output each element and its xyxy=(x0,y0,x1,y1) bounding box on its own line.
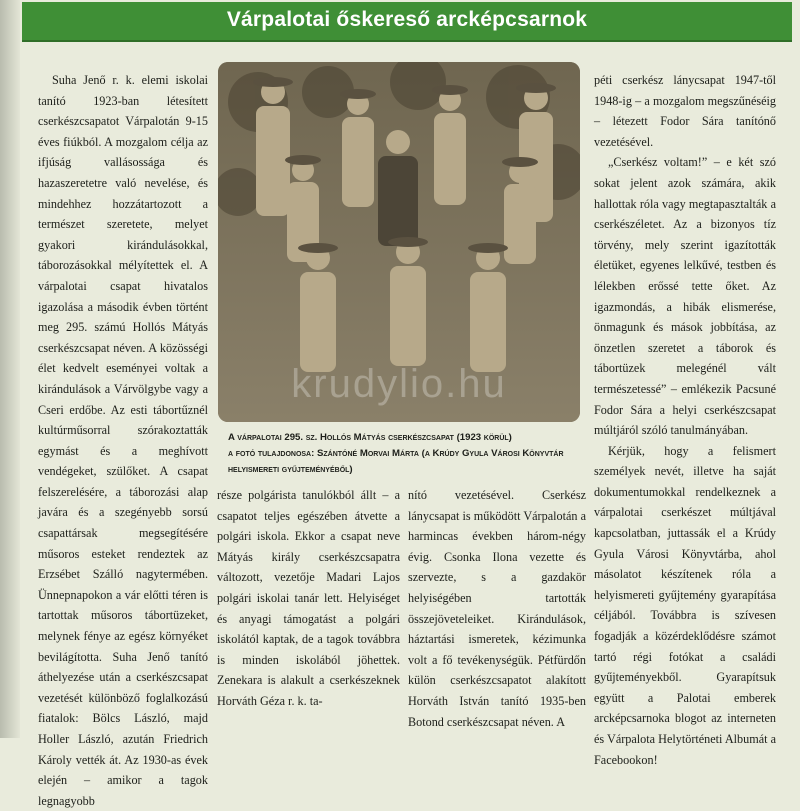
text-column-1 xyxy=(38,70,208,808)
paragraph: nító vezetésével. Cserkész lánycsapat is működött Várpalotán a harmincas években három-négy évig. Csonka Ilona vezette és szervezte, s a gazdakör helyiségében tartották összejöveteleiket. Kirándulások, háztartási ismeretek, kézimunka volt a fő tevékenységük. Pétfürdőn külön cserkészcsapatot alakított Horváth István tanító 1935-ben Botond cserkészcsapat néven. A xyxy=(408,488,586,729)
article-title: Várpalotai őskereső arcképcsarnok xyxy=(226,8,588,31)
title-banner xyxy=(22,2,792,42)
text-column-4 xyxy=(594,70,776,767)
text-column-2 xyxy=(217,485,400,725)
photo-caption xyxy=(228,430,582,478)
text-column-3 xyxy=(408,485,586,729)
caption-title: A várpalotai 295. sz. Hollós Mátyás cserkészcsapat (1923 körül) xyxy=(228,432,512,443)
paragraph: péti cserkész lánycsapat 1947-től 1948-ig – a mozgalom megszűnéséig – létezett Fodor Sára tanítónő vezetésével. xyxy=(594,73,776,149)
paragraph: része polgárista tanulókból állt – a csapatot teljes egészében átvette a polgári iskola. Ekkor a csapat neve Mátyás király cserkészcsapatra változott, vezetője Madari Lajos polgári iskolai tanár lett. Helyiséget és anyagi támogatást a polgári iskolától kaptak, de a tagok továbbra is minden iskolából jöhettek. Zenekara is alakult a cserkészeknek Horváth Géza r. k. ta- xyxy=(217,488,400,708)
watermark-text: krudylio.hu xyxy=(291,362,507,406)
paragraph: Suha Jenő r. k. elemi iskolai tanító 1923-ban létesített cserkészcsapatot Várpalotán 9-15 éves fiúkból. A mozgalom célja az ifjúság vallásossága és hazaszeretetre való nevelése, és mindehhez hozzátartozott a természet szeretete, melyet gyakori kirándulásokkal, táborozásokkal mélyítettek el. A várpalotai csapat hivatalos igazolása a második évben történt meg 295. számú Hollós Mátyás cserkészcsapat néven. A közösségi élet kedvelt eseményei voltak a kirándulások a Várvölgybe vagy a Cseri erdőbe. Az esti tábortűznél kultúrműsorral szórakoztatták egymást és a meghívott vendégeket, szülőket. A csapat felszerelésére, a táborozási alap javára és a szegényebb sorsú csapattársak megsegítésére műsoros esteket rendeztek az Erzsébet Szálló nagytermében. Ünnepnapokon a vár előtti téren is tartottak műsoros tábortüzeket, melynek fénye az egész környéket bevilágította. Suha Jenő tanító áthelyezése után a cserkészcsapat vezetését különböző foglalkozású fiatalok: Bölcs László, majd Holler László, azután Friedrich Károly vették át. Az 1930-as évek elején – amikor a tagok legnagyobb xyxy=(38,73,208,808)
paragraph-request: Kérjük, hogy a felismert személyek nevét, illetve ha saját dokumentumokkal rendelkeznek a várpalotai cserkészet múltjával kapcsolatban, juttassák el a Krúdy Gyula Városi Könyvtárba, ahol másolatot készítenek róla a helyismereti gyűjtemény gyarapítása céljából. Továbbra is szívesen fogadják a közérdeklődésre számot tartó régi fotókat a családi gyűjteményekből. Gyarapítsuk együtt a Palotai emberek arcképcsarnoka blogot az interneten és Várpalota Helytörténeti Albumát a Facebookon! xyxy=(594,443,776,767)
scout-group-photo xyxy=(218,62,580,422)
caption-credit: a fotó tulajdonosa: Szántóné Morvai Márta (a Krúdy Gyula Városi Könyvtár helyismereti gyűjteményéből) xyxy=(228,448,564,475)
paragraph-quote: „Cserkész voltam!” – e két szó sokat jelent azok számára, akik hallottak róla vagy megtapasztalták a cserkészéletet. Az a bizonyos tíz törvény, mely szerint igazították életüket, egyenes lelkűvé, testben és lélekben erőssé tette őket. Az igazmondás, a hibák elismerése, önmagunk és mások jobbítása, az önzetlen szeretet a táborok és tábortüzek melegénél vált természetessé” – emlékezik Pacsuné Fodor Sára a helyi cserkészcsapat múltjáról szóló tanulmányában. xyxy=(594,155,776,438)
page-gutter-shadow xyxy=(0,0,20,738)
